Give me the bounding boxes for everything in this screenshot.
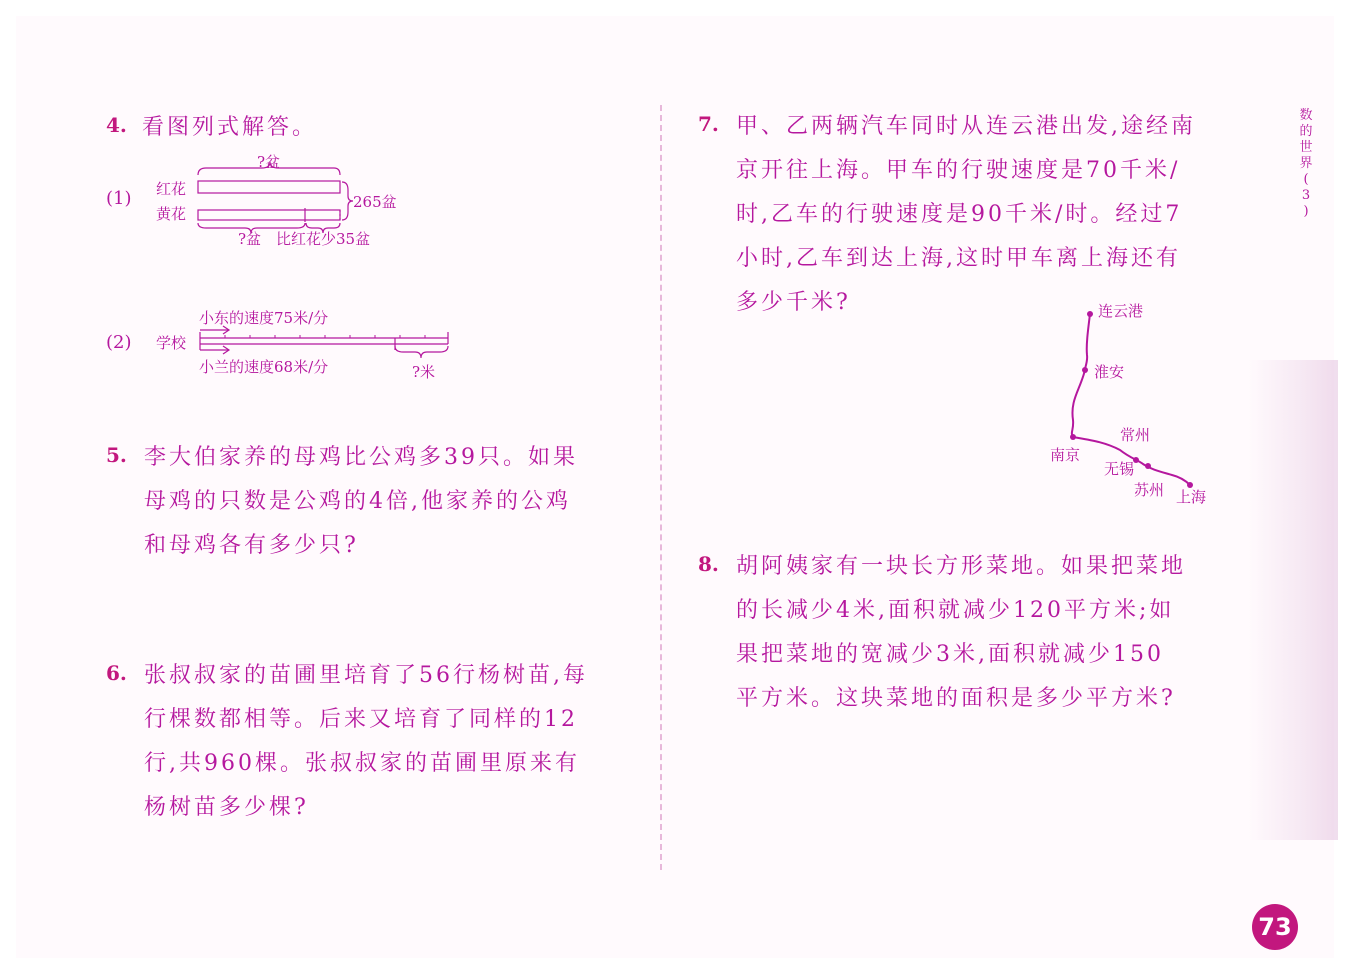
column-divider [660,105,662,870]
q4-part2-distance-diagram [195,322,460,367]
side-char: 的 [1299,124,1313,139]
q5-number: 5. [106,443,127,467]
q6-line-2: 行棵数都相等。后来又培育了同样的12 [144,707,578,732]
q4-yellow-flower-label: 黄花 [156,205,187,223]
q5-line-2: 母鸡的只数是公鸡的4倍,他家养的公鸡 [144,489,571,514]
q4-number: 4. [106,113,127,137]
q4-yellow-question-label: ?盆 [238,230,262,248]
map-huaian-label: 淮安 [1094,363,1125,381]
page-edge-shading [1248,360,1338,840]
map-lianyungang-label: 连云港 [1098,302,1144,320]
map-shanghai-label: 上海 [1176,488,1207,506]
map-suzhou-label: 苏州 [1134,481,1165,499]
q6-number: 6. [106,661,127,685]
q6-line-3: 行,共960棵。张叔叔家的苗圃里原来有 [144,751,580,776]
q7-line-3: 时,乙车的行驶速度是90千米/时。经过7 [736,202,1183,227]
q4-difference-label: 比红花少35盆 [276,230,371,248]
q8-line-1: 胡阿姨家有一块长方形菜地。如果把菜地 [736,554,1187,579]
side-char: 数 [1299,108,1313,123]
side-header-vertical [1296,108,1316,220]
map-nanjing-label: 南京 [1050,446,1081,464]
map-changzhou-label: 常州 [1120,426,1151,444]
side-char: ) [1303,204,1309,219]
q4-gap-question-label: ?米 [412,363,436,381]
q7-number: 7. [698,112,719,136]
side-char: ( [1303,172,1309,187]
q4-total-label: 265盆 [353,193,397,211]
q5-line-1: 李大伯家养的母鸡比公鸡多39只。如果 [144,445,578,470]
q4-school-label: 学校 [156,334,187,352]
q8-line-4: 平方米。这块菜地的面积是多少平方米? [736,686,1176,711]
map-wuxi-label: 无锡 [1104,460,1135,478]
q6-line-1: 张叔叔家的苗圃里培育了56行杨树苗,每 [144,663,588,688]
side-char: 界 [1299,156,1313,171]
q4-part2-label: (2) [106,332,132,353]
q8-line-2: 的长减少4米,面积就减少120平方米;如 [736,598,1175,623]
q6-line-4: 杨树苗多少棵? [144,795,309,820]
q8-number: 8. [698,552,719,576]
q4-dong-speed-label: 小东的速度75米/分 [199,309,329,327]
side-char: 世 [1299,140,1313,155]
q5-line-3: 和母鸡各有多少只? [144,533,359,558]
q4-red-flower-label: 红花 [156,180,187,198]
q7-line-5: 多少千米? [736,290,851,315]
q7-line-4: 小时,乙车到达上海,这时甲车离上海还有 [736,246,1181,271]
side-char: 3 [1301,188,1311,203]
page-number-badge: 73 [1252,904,1298,950]
q4-lan-speed-label: 小兰的速度68米/分 [199,358,329,376]
q4-title: 看图列式解答。 [142,115,318,140]
q7-line-2: 京开往上海。甲车的行驶速度是70千米/ [736,158,1181,183]
q4-red-total-label: ?盆 [257,153,281,171]
q7-line-1: 甲、乙两辆汽车同时从连云港出发,途经南 [736,114,1196,139]
q8-line-3: 果把菜地的宽减少3米,面积就减少150 [736,642,1164,667]
q4-part1-label: (1) [106,188,132,209]
